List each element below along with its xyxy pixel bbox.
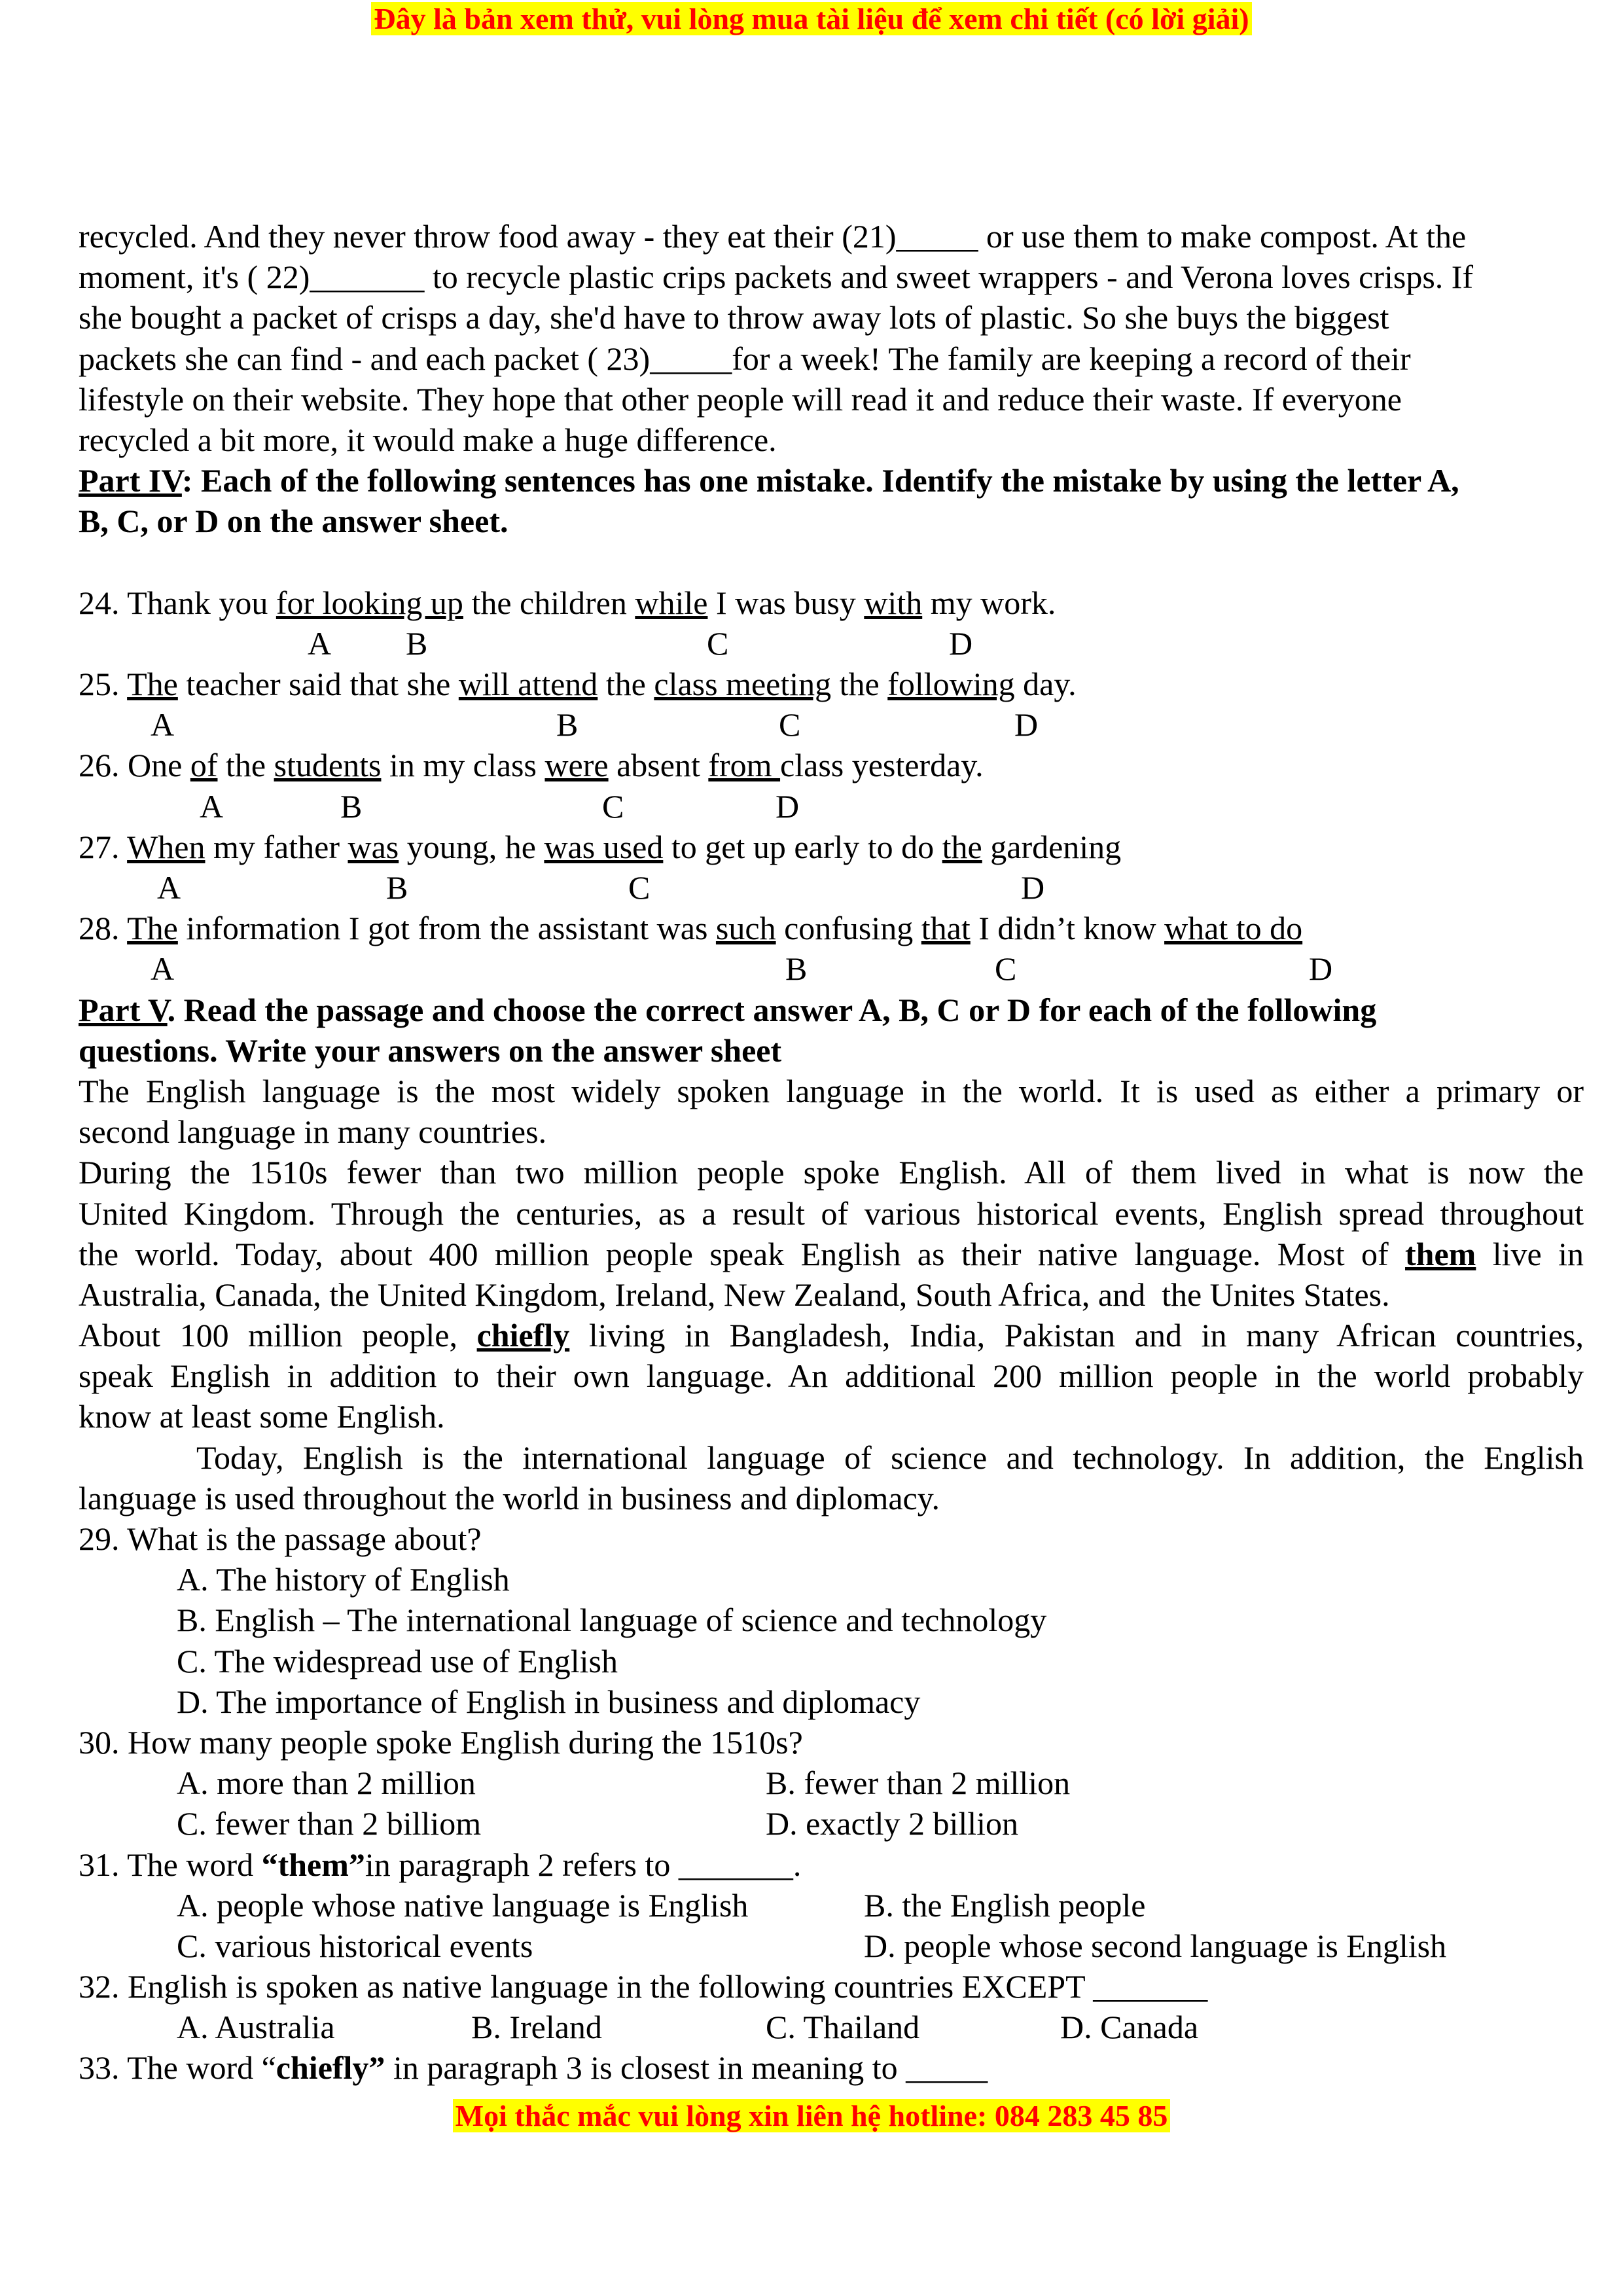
text-segment: C (602, 787, 624, 825)
q32-option-a: A. Australia (177, 2009, 335, 2046)
text-segment: my work. (922, 584, 1056, 621)
text-segment: D (1021, 869, 1045, 906)
question-25 (79, 664, 1584, 704)
text-segment: 31. The word (79, 1846, 262, 1883)
passage-line: speak English in addition to their own language. An additional 200 million people in the world probably (79, 1357, 1584, 1395)
text-segment: the (217, 747, 274, 784)
q30-option-d: D. exactly 2 billion (766, 1805, 1019, 1842)
text-segment: in my class (381, 747, 545, 784)
question-28 (79, 908, 1584, 948)
part-iv-heading-cont: B, C, or D on the answer sheet. (79, 503, 508, 540)
text-segment: absent (608, 747, 709, 784)
text-segment: Mọi thắc mắc vui lòng xin liên hệ hotline: 084 283 45 85 (453, 2099, 1171, 2132)
passage-line: know at least some English. (79, 1398, 445, 1435)
q31-option-b: B. the English people (864, 1886, 1146, 1924)
text-segment: The (127, 910, 178, 947)
text-segment: my father (205, 828, 348, 865)
q30-option-a: A. more than 2 million (177, 1765, 476, 1802)
text-segment: the children (463, 584, 635, 621)
q32-options (79, 2007, 1584, 2047)
text-segment: Part IV (79, 462, 182, 499)
text-segment: of (190, 747, 218, 784)
passage-line: language is used throughout the world in business and diplomacy. (79, 1479, 940, 1516)
text-segment: 24. Thank you (79, 584, 276, 621)
keyword-chiefly: chiefly (476, 1317, 570, 1354)
passage-line (79, 1315, 1584, 1355)
q31-options-cd (79, 1926, 1584, 1966)
text-segment: I was busy (707, 584, 865, 621)
document-body (79, 216, 1584, 2089)
passage-line: packets she can find - and each packet ( 23)_____for a week! The family are keeping a record of their (79, 340, 1411, 377)
question-26-letters (79, 786, 1584, 827)
passage-line: United Kingdom. Through the centuries, as a result of various historical events, English spread throughout (79, 1194, 1584, 1232)
passage-line: second language in many countries. (79, 1113, 547, 1151)
q29-option-a: A. The history of English (177, 1561, 510, 1598)
text-segment: the (942, 828, 982, 865)
text-segment: D (1309, 950, 1333, 988)
text-segment: The (127, 666, 178, 703)
part-v-heading-cont: questions. Write your answers on the answer sheet (79, 1031, 782, 1069)
text-segment: A (151, 706, 175, 744)
text-segment: will attend (458, 666, 598, 703)
text-segment: teacher said that she (177, 666, 459, 703)
text-segment: information I got from the assistant was (177, 910, 716, 947)
text-segment: “them” (261, 1846, 365, 1883)
q30-options-ab (79, 1763, 1584, 1803)
question-24 (79, 583, 1584, 623)
question-26 (79, 745, 1584, 785)
hotline-banner (0, 2098, 1623, 2133)
text-segment: chiefly” (276, 2049, 385, 2087)
text-segment: A (308, 624, 332, 662)
q30-option-c: C. fewer than 2 billiom (177, 1805, 482, 1842)
question-25-letters (79, 704, 1584, 745)
text-segment: was used (544, 828, 664, 865)
text-segment: A (157, 869, 181, 906)
text-segment: About 100 million people, (79, 1317, 477, 1354)
text-segment: . Read the passage and choose the correct answer A, B, C or D for each of the following (167, 991, 1377, 1028)
text-segment: the world. Today, about 400 million people speak English as their native language. Most of (79, 1235, 1406, 1272)
text-segment: following (887, 666, 1015, 703)
text-segment: from (708, 747, 781, 784)
text-segment: When (127, 828, 205, 865)
text-segment: 28. (79, 910, 128, 947)
text-segment: living in Bangladesh, India, Pakistan and in many African countries, (569, 1317, 1584, 1354)
text-segment: young, he (399, 828, 544, 865)
text-segment: students (274, 747, 382, 784)
question-30: 30. How many people spoke English during the 1510s? (79, 1723, 803, 1761)
text-segment: D (776, 787, 800, 825)
text-segment: B (556, 706, 579, 744)
text-segment: B (386, 869, 408, 906)
text-segment: A (200, 787, 224, 825)
text-segment: C (779, 706, 801, 744)
question-28-letters (79, 948, 1584, 989)
text-segment: D (949, 624, 973, 662)
text-segment: : Each of the following sentences has one mistake. Identify the mistake by using the letter A, (181, 462, 1459, 499)
text-segment: was (348, 828, 399, 865)
text-segment: the (831, 666, 888, 703)
q32-option-c: C. Thailand (766, 2009, 920, 2046)
text-segment: in paragraph 3 is closest in meaning to _____ (385, 2049, 988, 2087)
text-segment: A (151, 950, 175, 988)
text-segment: the (597, 666, 654, 703)
passage-line (79, 1234, 1584, 1274)
q32-option-b: B. Ireland (471, 2009, 602, 2046)
question-31 (79, 1844, 1584, 1885)
text-segment: class meeting (654, 666, 832, 703)
text-segment: class yesterday. (780, 747, 984, 784)
passage-line: lifestyle on their website. They hope that other people will read it and reduce their waste. If everyone (79, 380, 1402, 418)
question-24-letters (79, 623, 1584, 664)
text-segment: 27. (79, 828, 128, 865)
text-segment: 33. The word “ (79, 2049, 276, 2087)
q31-option-a: A. people whose native language is English (177, 1886, 749, 1924)
text-segment: were (544, 747, 609, 784)
text-segment: while (635, 584, 708, 621)
q32-option-d: D. Canada (1060, 2009, 1199, 2046)
text-segment: in paragraph 2 refers to _______. (365, 1846, 802, 1883)
text-segment: for looking up (276, 584, 463, 621)
part-iv-heading (79, 460, 1584, 501)
text-segment: D (1014, 706, 1039, 744)
text-segment: C (995, 950, 1017, 988)
text-segment: Đây là bản xem thử, vui lòng mua tài liệu để xem chi tiết (có lời giải) (371, 2, 1251, 35)
q31-options-ab (79, 1885, 1584, 1926)
text-segment: gardening (982, 828, 1122, 865)
question-29: 29. What is the passage about? (79, 1520, 482, 1557)
question-33 (79, 2047, 1584, 2088)
question-32: 32. English is spoken as native language in the following countries EXCEPT _______ (79, 1968, 1208, 2005)
text-segment: to get up early to do (663, 828, 942, 865)
q31-option-d: D. people whose second language is English (864, 1927, 1447, 1964)
question-27 (79, 827, 1584, 867)
text-segment: that (921, 910, 971, 947)
text-segment: what to do (1164, 910, 1303, 947)
passage-line: During the 1510s fewer than two million people spoke English. All of them lived in what is now the (79, 1154, 1584, 1191)
text-segment: 25. (79, 666, 128, 703)
text-segment: B (406, 624, 428, 662)
blank-line (79, 542, 1584, 583)
passage-line: she bought a packet of crisps a day, she'd have to throw away lots of plastic. So she buys the biggest (79, 299, 1389, 336)
text-segment: day. (1014, 666, 1077, 703)
question-27-letters (79, 867, 1584, 908)
q29-option-b: B. English – The international language of science and technology (177, 1602, 1047, 1639)
text-segment: C (707, 624, 729, 662)
text-segment: with (864, 584, 923, 621)
passage-line: The English language is the most widely spoken language in the world. It is used as either a primary or (79, 1072, 1584, 1109)
passage-line: recycled. And they never throw food away - they eat their (21)_____ or use them to make compost. At the (79, 218, 1467, 255)
preview-banner (0, 1, 1623, 36)
passage-line: recycled a bit more, it would make a huge difference. (79, 421, 777, 458)
q30-options-cd (79, 1803, 1584, 1844)
passage-line: Today, English is the international language of science and technology. In addition, the English (196, 1439, 1584, 1476)
text-segment: I didn’t know (970, 910, 1165, 947)
text-segment: confusing (776, 910, 921, 947)
text-segment: 26. One (79, 747, 190, 784)
q29-option-c: C. The widespread use of English (177, 1642, 618, 1679)
q31-option-c: C. various historical events (177, 1927, 533, 1964)
part-v-heading (79, 990, 1584, 1030)
text-segment: B (785, 950, 808, 988)
passage-line: Australia, Canada, the United Kingdom, Ireland, New Zealand, South Africa, and the Unites States. (79, 1276, 1390, 1313)
passage-line: moment, it's ( 22)_______ to recycle plastic crips packets and sweet wrappers - and Verona loves crisps. If (79, 259, 1474, 296)
text-segment: such (715, 910, 776, 947)
q30-option-b: B. fewer than 2 million (766, 1765, 1071, 1802)
text-segment: live in (1476, 1235, 1584, 1272)
text-segment: Part V (79, 991, 168, 1028)
q29-option-d: D. The importance of English in business and diplomacy (177, 1683, 921, 1720)
keyword-them: them (1405, 1235, 1476, 1272)
text-segment: B (340, 787, 363, 825)
text-segment: C (628, 869, 651, 906)
